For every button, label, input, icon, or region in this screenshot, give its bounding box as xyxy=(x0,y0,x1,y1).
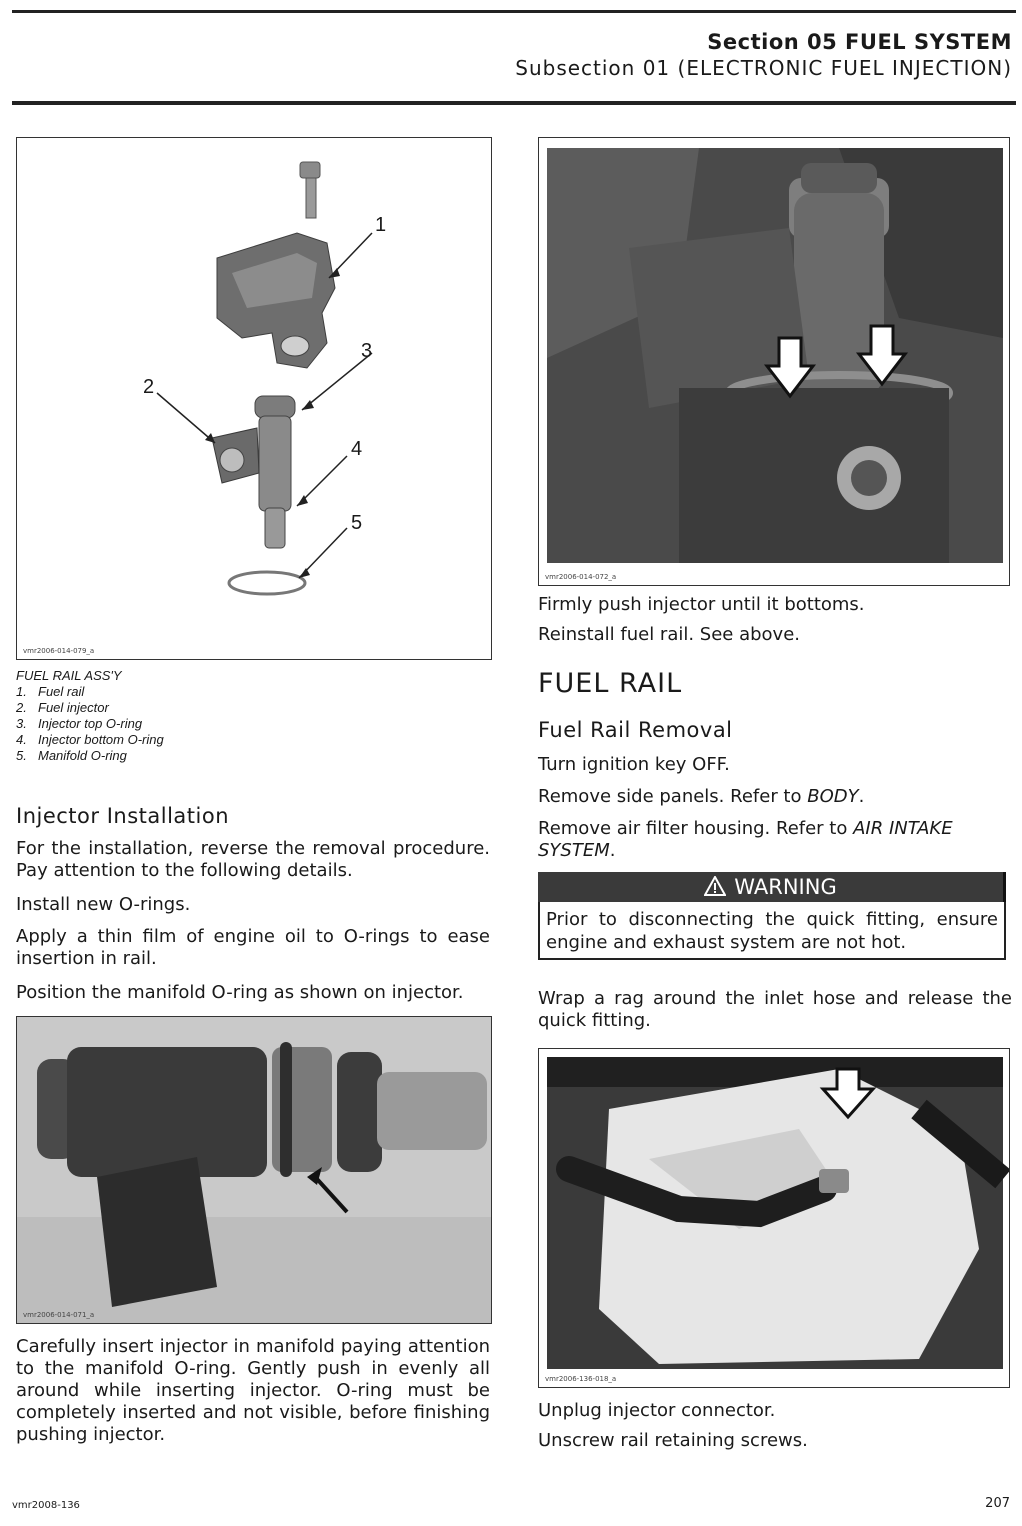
caption-title: FUEL RAIL ASS'Y xyxy=(16,668,122,683)
page-header xyxy=(515,30,1012,80)
paragraph: Position the manifold O-ring as shown on injector. xyxy=(16,982,464,1003)
paragraph: Unscrew rail retaining screws. xyxy=(538,1430,808,1451)
warning-triangle-icon xyxy=(704,872,726,902)
paragraph: Carefully insert injector in manifold paying attention to the manifold O-ring. Gently push in evenly all around while inserting injector. O-ring must be completely inserted and not visible, before finishing pushing injector. xyxy=(16,1336,490,1445)
paragraph: For the installation, reverse the removal procedure. Pay attention to the following details. xyxy=(16,838,490,881)
callout-2: 2 xyxy=(143,376,155,398)
figure-id: vmr2006-136-018_a xyxy=(545,1375,617,1383)
paragraph: Wrap a rag around the inlet hose and release the quick fitting. xyxy=(538,988,1012,1031)
figure-id: vmr2006-014-079_a xyxy=(23,647,95,655)
paragraph: Reinstall fuel rail. See above. xyxy=(538,624,801,645)
header-rule-top xyxy=(12,10,1016,13)
header-rule-bottom xyxy=(12,101,1016,105)
caption-legend xyxy=(16,684,164,764)
page-number: 207 xyxy=(985,1496,1010,1511)
warning-header xyxy=(538,872,1006,902)
quick-fitting-photo xyxy=(538,1048,1010,1388)
fuel-rail-drawing xyxy=(217,233,335,368)
warning-box xyxy=(538,872,1006,966)
paragraph: Firmly push injector until it bottoms. xyxy=(538,594,865,615)
figure-caption xyxy=(16,668,164,764)
callout-1: 1 xyxy=(375,214,387,236)
fuel-rail-heading: FUEL RAIL xyxy=(538,668,683,699)
fuel-rail-exploded-diagram xyxy=(17,138,491,659)
figure-id: vmr2006-014-072_a xyxy=(545,573,617,581)
injector-o-ring-photo xyxy=(16,1016,492,1324)
callout-3: 3 xyxy=(361,340,373,362)
paragraph: Unplug injector connector. xyxy=(538,1400,776,1421)
paragraph: Apply a thin film of engine oil to O-rings to ease insertion in rail. xyxy=(16,926,490,969)
legend-item: 4. Injector bottom O-ring xyxy=(16,732,164,747)
subsection-title: Subsection 01 (ELECTRONIC FUEL INJECTION) xyxy=(515,56,1012,80)
injector-seated-photo xyxy=(538,137,1010,586)
paragraph: Remove side panels. Refer to BODY. xyxy=(538,786,865,807)
warning-title: WARNING xyxy=(734,875,837,899)
footer-doc-id: vmr2008-136 xyxy=(12,1500,80,1511)
callout-4: 4 xyxy=(351,438,363,460)
fuel-rail-removal-heading: Fuel Rail Removal xyxy=(538,718,733,742)
callout-5: 5 xyxy=(351,512,363,534)
legend-item: 3. Injector top O-ring xyxy=(16,716,143,731)
figure-id: vmr2006-014-071_a xyxy=(23,1311,95,1319)
legend-item: 1. Fuel rail xyxy=(16,684,85,699)
legend-item: 2. Fuel injector xyxy=(16,700,109,715)
injector-seated-drawing xyxy=(539,138,1009,585)
paragraph: Turn ignition key OFF. xyxy=(538,754,730,775)
paragraph: Remove air filter housing. Refer to AIR INTAKE SYSTEM. xyxy=(538,818,953,861)
fuel-injector-drawing xyxy=(212,396,295,548)
body-reference: BODY xyxy=(807,786,859,807)
fuel-rail-assy-figure xyxy=(16,137,492,660)
legend-item: 5. Manifold O-ring xyxy=(16,748,127,763)
injector-installation-heading: Injector Installation xyxy=(16,804,230,828)
quick-fitting-drawing xyxy=(539,1049,1009,1387)
bolt-drawing xyxy=(300,162,320,218)
paragraph: Install new O-rings. xyxy=(16,894,191,915)
section-title: Section 05 FUEL SYSTEM xyxy=(707,30,1012,54)
manifold-o-ring-drawing xyxy=(229,572,305,594)
injector-photo-drawing xyxy=(17,1017,491,1323)
warning-text: Prior to disconnecting the quick fitting, ensure engine and exhaust system are not hot. xyxy=(538,902,1006,960)
air-intake-reference: AIR INTAKE SYSTEM xyxy=(538,818,953,861)
